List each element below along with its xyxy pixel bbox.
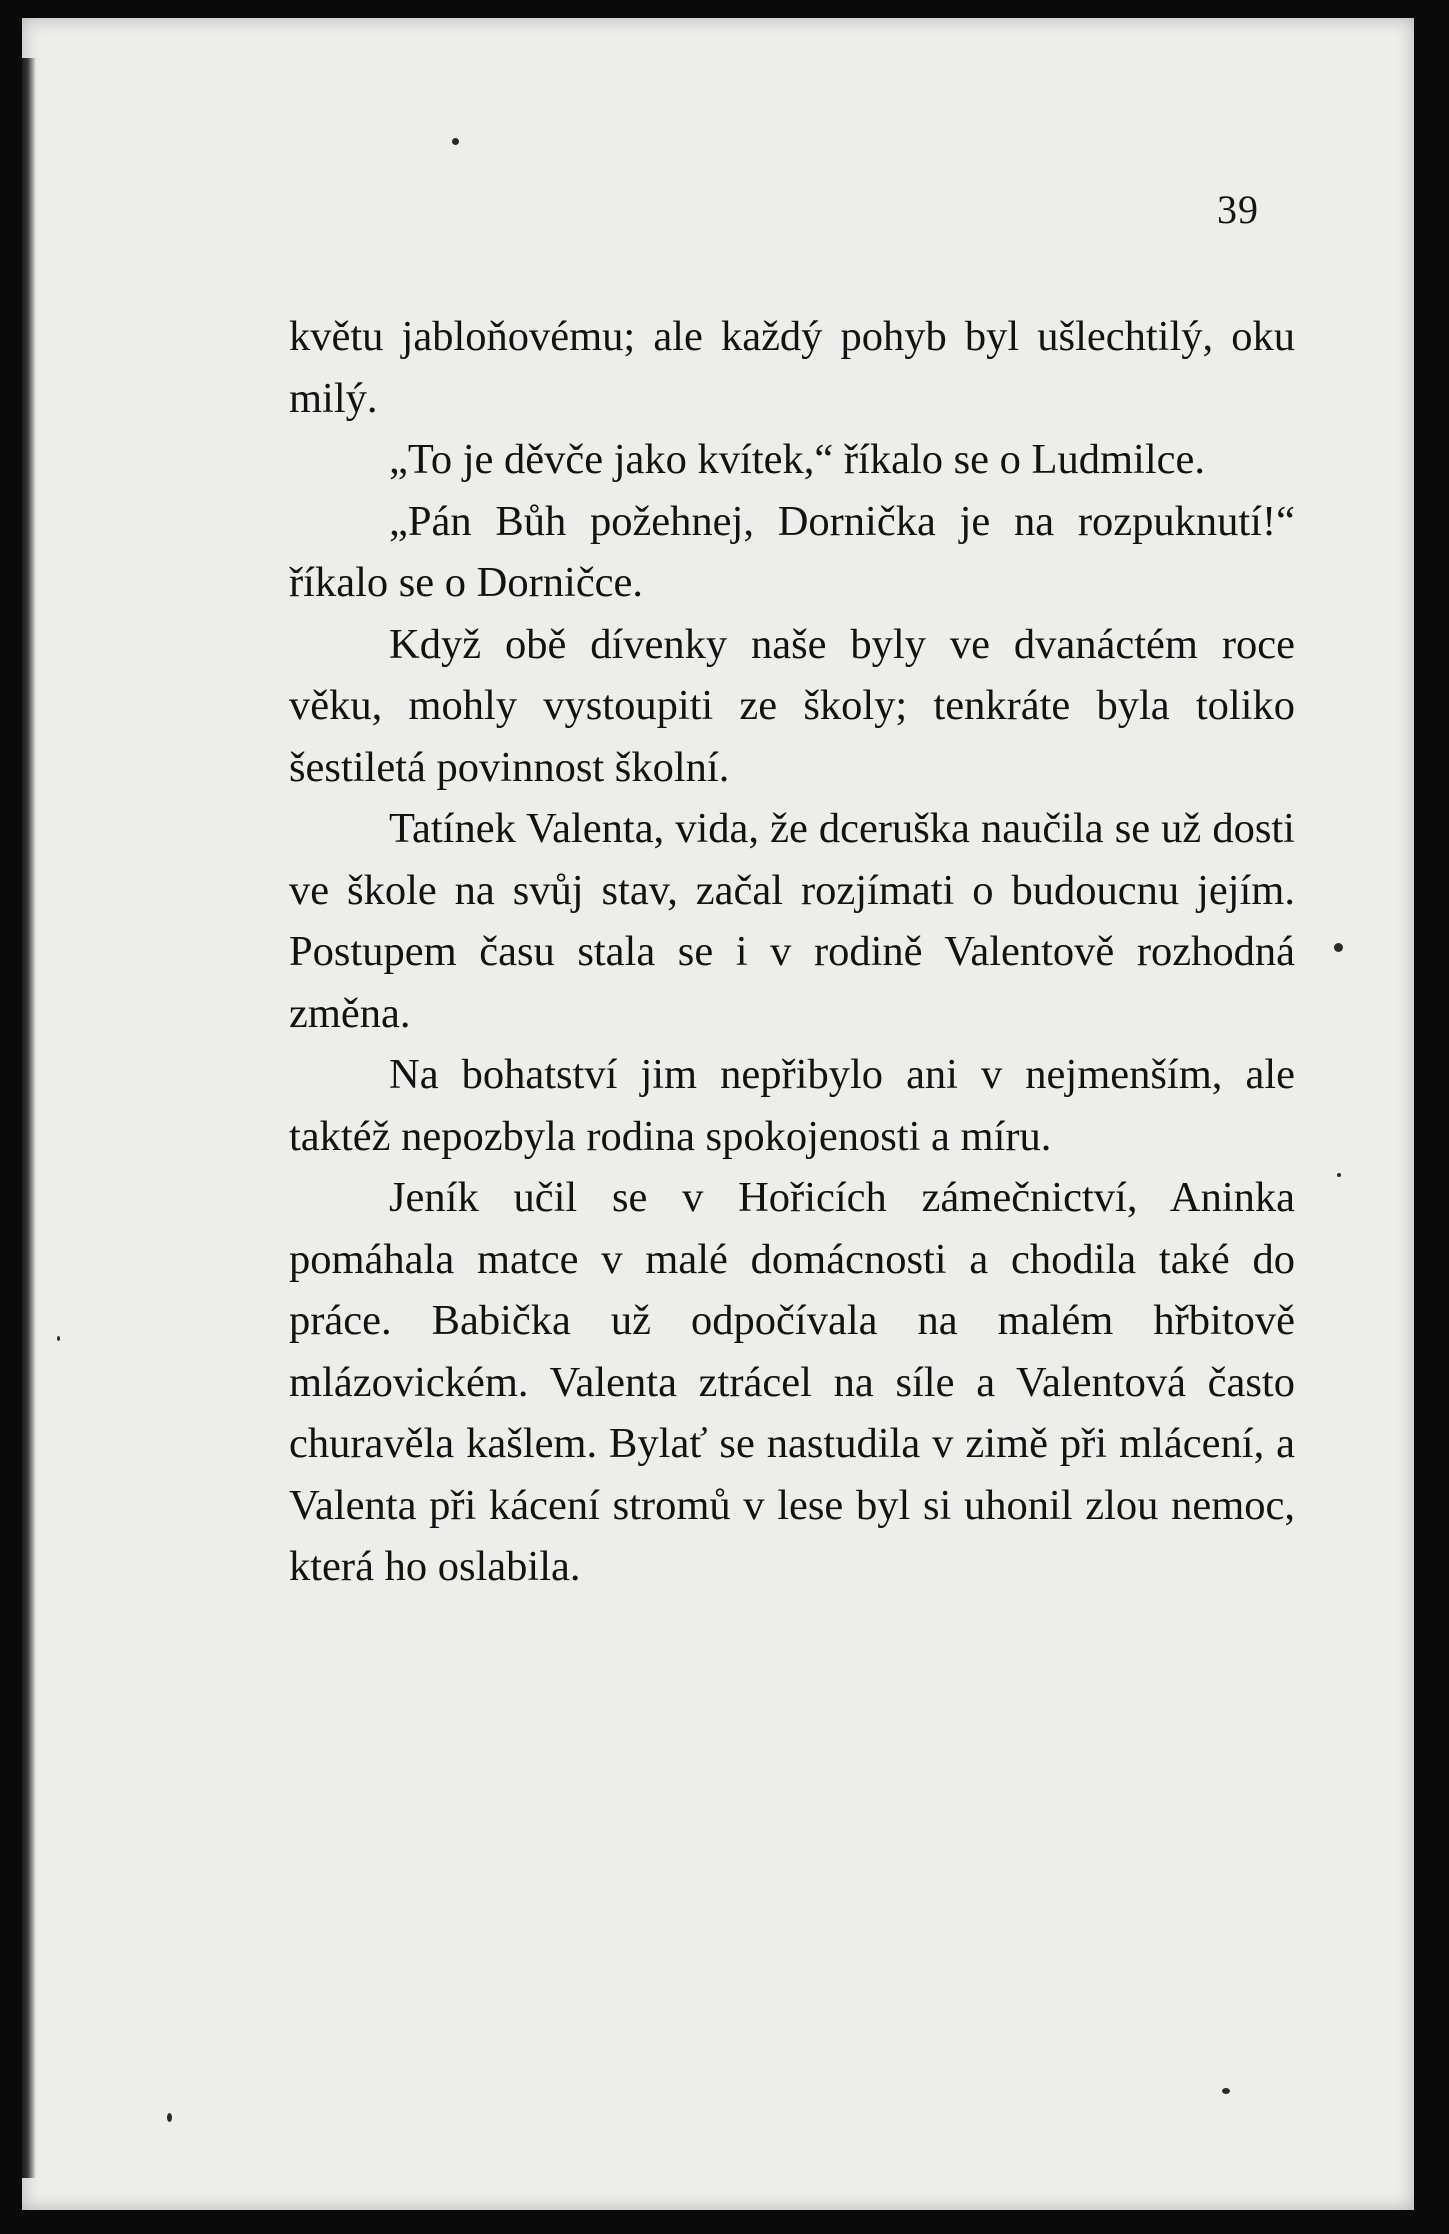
paragraph-6: Na bohatství jim nepřibylo ani v nejmenším, ale taktéž nepozbyla rodina spokojenosti a míru. [289,1051,1295,1160]
page-binding-shadow [22,58,36,2178]
paragraph-1: květu jabloňovému; ale každý pohyb byl ušlechtilý, oku milý. [289,313,1295,422]
paper-speck [452,138,459,145]
book-page [22,18,1414,2210]
paragraph-4: Když obě dívenky naše byly ve dvanáctém roce věku, mohly vystoupiti ze školy; tenkráte byla toliko šestiletá povinnost školní. [289,620,1295,791]
paper-speck [1334,943,1343,952]
paper-speck [1222,2088,1230,2094]
paragraph-5: Tatínek Valenta, vida, že dceruška naučila se už dosti ve škole na svůj stav, začal rozjímati o budoucnu jejím. Postupem času stala se i v rodině Valentově rozhodná změna. [289,805,1295,1037]
paper-speck [167,2113,172,2122]
paragraph-3: „Pán Bůh požehnej, Dornička je na rozpuknutí!“ říkalo se o Dorničce. [289,497,1295,606]
paragraph-2: „To je děvče jako kvítek,“ říkalo se o Ludmilce. [389,436,1206,483]
paper-speck [1337,1173,1341,1177]
page-text [289,306,1295,1598]
paper-speck [57,1336,60,1341]
page-number: 39 [1217,187,1259,232]
paragraph-7: Jeník učil se v Hořicích zámečnictví, Aninka pomáhala matce v malé domácnosti a chodila také do práce. Babička už odpočívala na malém hřbitově mlázovickém. Valenta ztrácel na síle a Valentová často churavěla kašlem. Bylať se nastudila v zimě při mlácení, a Valenta při kácení stromů v lese byl si uhonil zlou nemoc, která ho oslabila. [289,1174,1295,1590]
